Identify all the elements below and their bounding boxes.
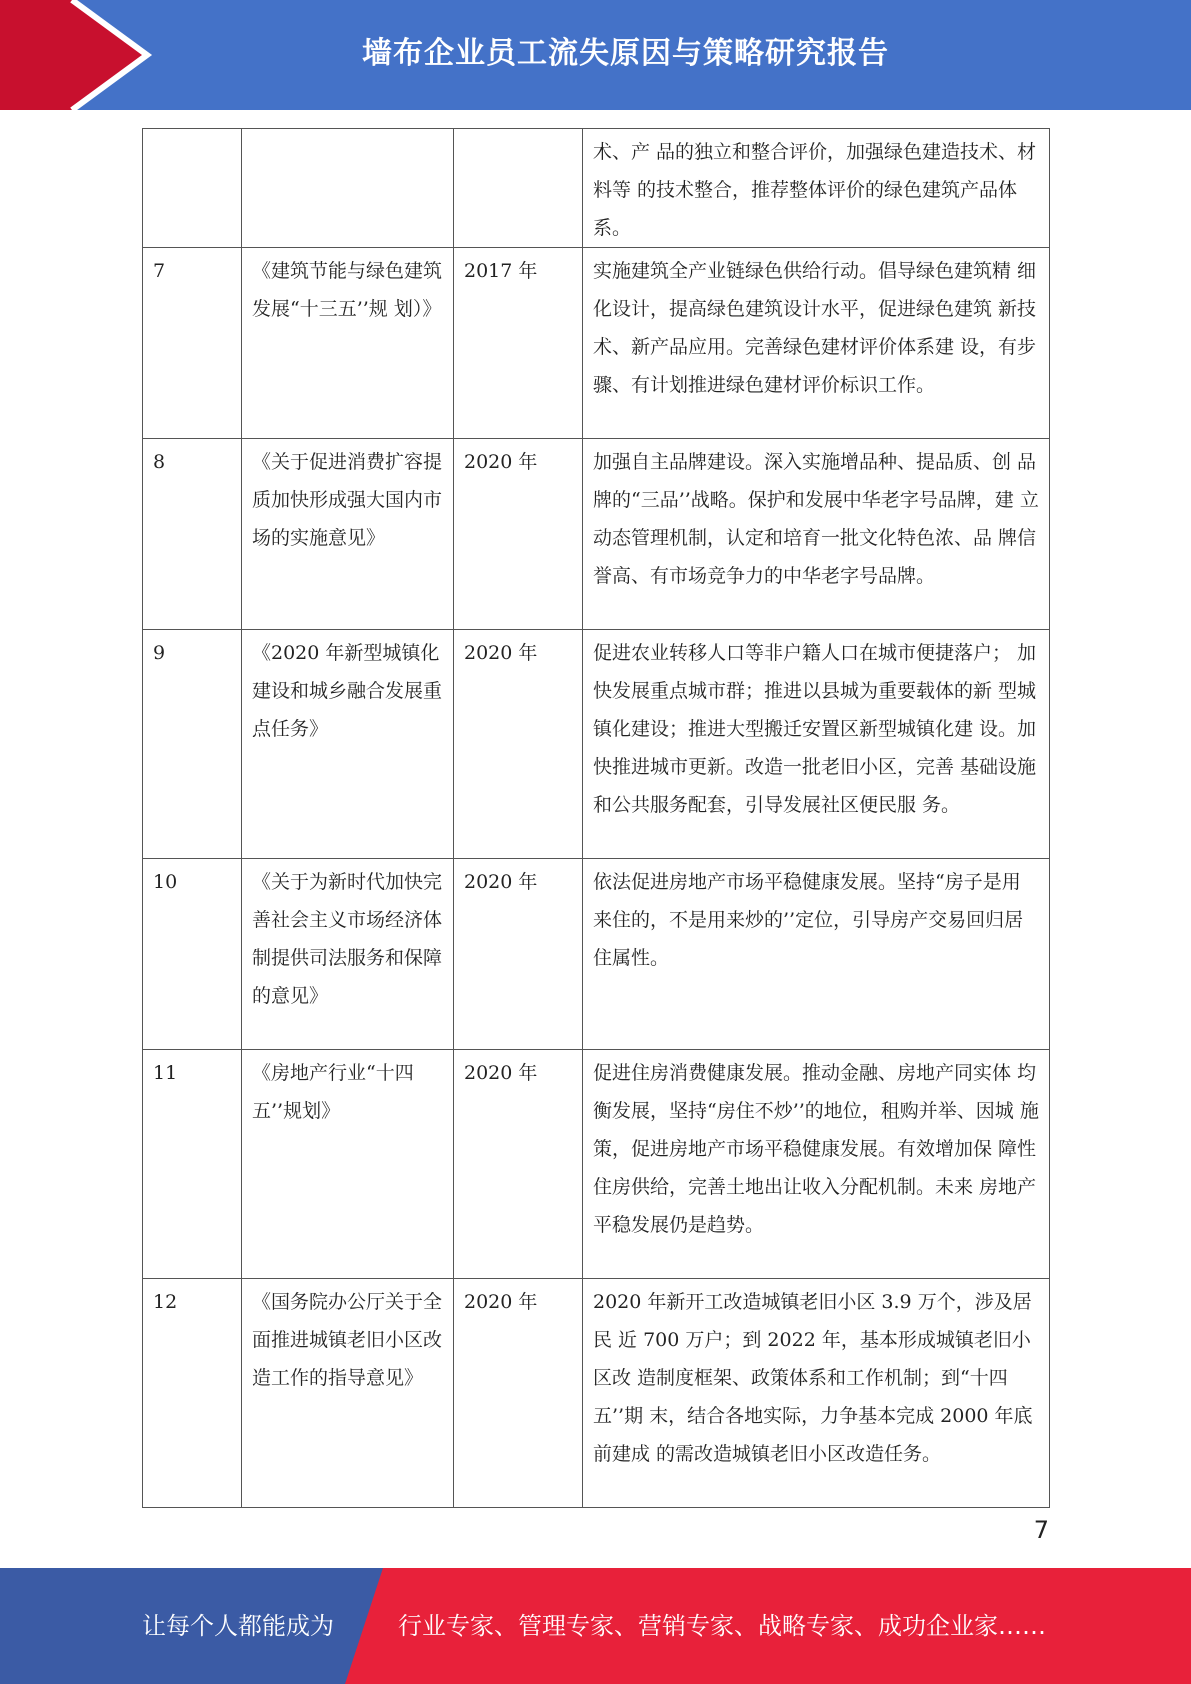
table-row — [143, 1279, 1050, 1508]
cell-name: 《2020 年新型城镇化建设和城乡融合发展重点任务》 — [242, 630, 454, 859]
footer-slogan-right: 行业专家、管理专家、营销专家、战略专家、成功企业家…… — [398, 1612, 1046, 1640]
table-row — [143, 859, 1050, 1050]
table-row — [143, 1050, 1050, 1279]
table-row — [143, 630, 1050, 859]
cell-name: 《关于促进消费扩容提质加快形成强大国内市场的实施意见》 — [242, 439, 454, 630]
cell-content: 加强自主品牌建设。深入实施增品种、提品质、创 品牌的“三品’’战略。保护和发展中华老字号品牌，建 立动态管理机制，认定和培育一批文化特色浓、品 牌信誉高、有市场竞争力的中华老字号品牌。 — [583, 439, 1050, 630]
cell-content: 实施建筑全产业链绿色供给行动。倡导绿色建筑精 细化设计，提高绿色建筑设计水平，促进绿色建筑 新技术、新产品应用。完善绿色建材评价体系建 设，有步骤、有计划推进绿色建材评价标识工作。 — [583, 248, 1050, 439]
cell-no: 11 — [143, 1050, 242, 1279]
cell-content: 促进住房消费健康发展。推动金融、房地产同实体 均衡发展，坚持“房住不炒’’的地位，租购并举、因城 施策，促进房地产市场平稳健康发展。有效增加保 障性住房供给，完善土地出让收入分配机制。未来 房地产平稳发展仍是趋势。 — [583, 1050, 1050, 1279]
footer-slogan-left: 让每个人都能成为 — [142, 1612, 334, 1640]
cell-year: 2020 年 — [454, 630, 583, 859]
page-header — [0, 0, 1191, 110]
report-title: 墙布企业员工流失原因与策略研究报告 — [362, 36, 889, 71]
cell-no: 9 — [143, 630, 242, 859]
cell-content: 依法促进房地产市场平稳健康发展。坚持“房子是用 来住的，不是用来炒的’’定位，引导房产交易回归居 住属性。 — [583, 859, 1050, 1050]
cell-year: 2020 年 — [454, 1279, 583, 1508]
cell-name: 《房地产行业“十四五’’规划》 — [242, 1050, 454, 1279]
cell-content: 2020 年新开工改造城镇老旧小区 3.9 万个，涉及居民 近 700 万户；到 2022 年，基本形成城镇老旧小区改 造制度框架、政策体系和工作机制；到“十四五’’期 末，结合各地实际，力争基本完成 2000 年底前建成 的需改造城镇老旧小区改造任务。 — [583, 1279, 1050, 1508]
cell-no: 8 — [143, 439, 242, 630]
table-row — [143, 439, 1050, 630]
cell-no: 12 — [143, 1279, 242, 1508]
cell-content: 术、产 品的独立和整合评价，加强绿色建造技术、材料等 的技术整合，推荐整体评价的绿色建筑产品体系。 — [583, 129, 1050, 248]
policy-table — [142, 128, 1050, 1508]
cell-year: 2020 年 — [454, 439, 583, 630]
cell-name: 《国务院办公厅关于全面推进城镇老旧小区改造工作的指导意见》 — [242, 1279, 454, 1508]
cell-no: 7 — [143, 248, 242, 439]
cell-name: 《建筑节能与绿色建筑发展“十三五’’规 划）》 — [242, 248, 454, 439]
cell-name: 《关于为新时代加快完善社会主义市场经济体制提供司法服务和保障的意见》 — [242, 859, 454, 1050]
cell-year — [454, 129, 583, 248]
cell-content: 促进农业转移人口等非户籍人口在城市便捷落户； 加快发展重点城市群；推进以县城为重要载体的新 型城镇化建设；推进大型搬迁安置区新型城镇化建 设。加快推进城市更新。改造一批老旧小区，完善 基础设施和公共服务配套，引导发展社区便民服 务。 — [583, 630, 1050, 859]
cell-no: 10 — [143, 859, 242, 1050]
cell-no — [143, 129, 242, 248]
table-row — [143, 248, 1050, 439]
table-row — [143, 129, 1050, 248]
cell-name — [242, 129, 454, 248]
cell-year: 2020 年 — [454, 859, 583, 1050]
cell-year: 2017 年 — [454, 248, 583, 439]
page-number: 7 — [1033, 1516, 1049, 1544]
page-footer — [0, 1568, 1191, 1684]
cell-year: 2020 年 — [454, 1050, 583, 1279]
